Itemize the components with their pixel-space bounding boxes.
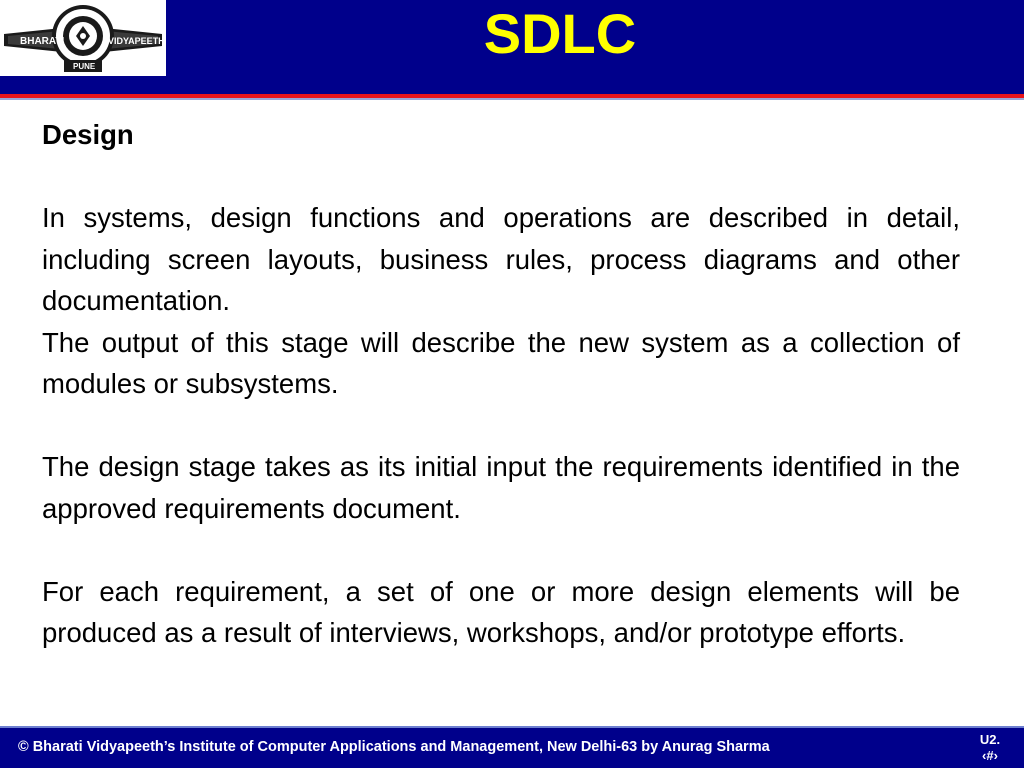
header-band xyxy=(0,0,1024,94)
logo-right-text: VIDYAPEETH xyxy=(108,36,165,46)
slide-number xyxy=(970,732,1010,764)
logo-left-text: BHARATI xyxy=(20,36,65,47)
paragraph-spacer xyxy=(42,529,960,571)
header-rule-shadow xyxy=(0,98,1024,100)
logo-city-text: PUNE xyxy=(73,62,96,71)
paragraph-spacer xyxy=(42,405,960,447)
paragraph-stage-output: The output of this stage will describe the new system as a collection of modules or subsystems. xyxy=(42,326,960,399)
slide-body xyxy=(42,114,960,654)
slide-title: SDLC xyxy=(483,2,637,65)
paragraph-design-elements: For each requirement, a set of one or more design elements will be produced as a result of interviews, workshops, and/or prototype efforts. xyxy=(42,575,960,648)
footer-copyright: © Bharati Vidyapeeth’s Institute of Computer Applications and Management, New Delhi-63 by Anurag Sharma xyxy=(18,739,770,755)
section-heading: Design xyxy=(42,119,134,150)
footer-band xyxy=(0,728,1024,768)
paragraph-design-functions: In systems, design functions and operations are described in detail, including screen layouts, business rules, process diagrams and other documentation. xyxy=(42,202,960,316)
paragraph-initial-input: The design stage takes as its initial input the requirements identified in the approved requirements document. xyxy=(42,451,960,524)
logo-emblem-icon xyxy=(0,0,166,76)
slide-number-prefix: U2. xyxy=(979,732,1001,747)
slide-number-placeholder: ‹#› xyxy=(982,748,998,763)
institution-logo xyxy=(0,0,166,76)
